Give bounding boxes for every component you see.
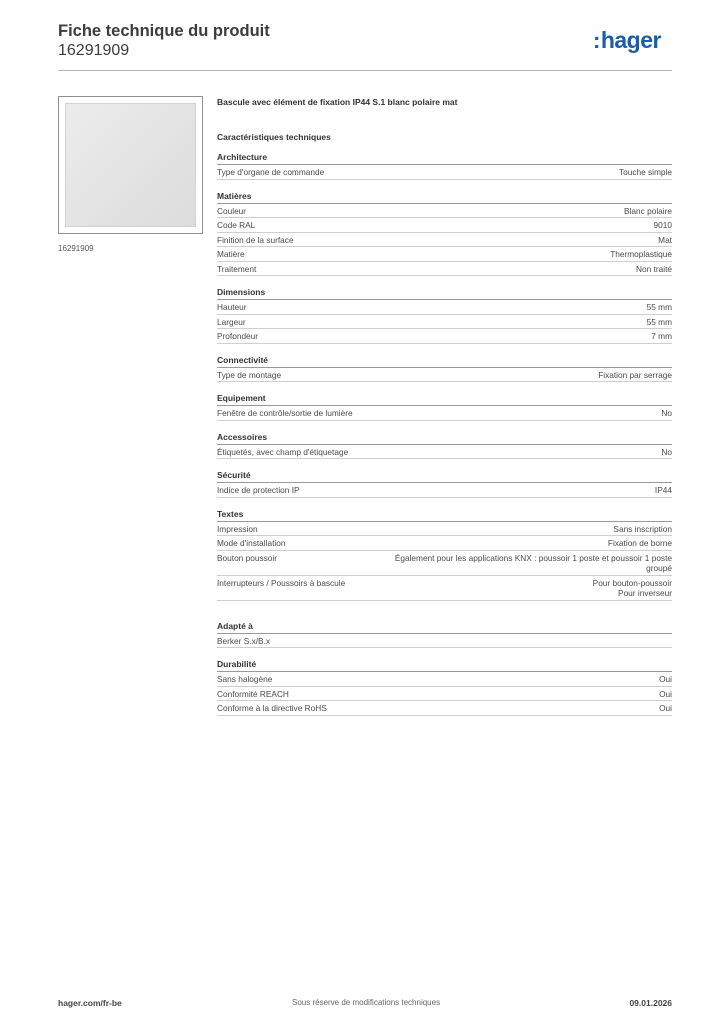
section-title: Matières	[217, 191, 672, 204]
spec-value: IP44	[654, 485, 672, 495]
document-title: Fiche technique du produit	[58, 22, 270, 40]
section-title: Adapté à	[217, 621, 672, 634]
spec-value: Pour bouton-poussoir Pour inverseur	[592, 577, 672, 598]
spec-label: Étiquetés, avec champ d'étiquetage	[217, 446, 349, 457]
spec-label: Impression	[217, 523, 258, 534]
spec-section	[217, 621, 672, 649]
spec-value: Oui	[659, 688, 672, 699]
spec-value: Mat	[658, 234, 672, 245]
spec-label: Type de montage	[217, 369, 282, 380]
section-title: Connectivité	[217, 355, 672, 368]
section-title: Durabilité	[217, 659, 672, 672]
characteristics-heading: Caractéristiques techniques	[217, 132, 331, 142]
spec-row	[217, 368, 672, 383]
header-divider	[58, 70, 672, 71]
spec-value: 9010	[653, 220, 672, 230]
spec-section	[217, 659, 672, 716]
spec-value: Également pour les applications KNX : poussoir 1 poste et poussoir 1 poste groupé	[394, 552, 672, 573]
spec-row	[217, 329, 672, 344]
spec-section	[217, 470, 672, 498]
footer-date: 09.01.2026	[629, 998, 672, 1008]
spec-row	[217, 233, 672, 248]
product-image	[58, 96, 203, 234]
spec-value: Non traité	[636, 263, 672, 274]
spec-label: Indice de protection IP	[217, 485, 300, 495]
spec-value: 7 mm	[651, 331, 672, 341]
logo-prefix: :	[593, 28, 600, 53]
spec-row	[217, 483, 672, 498]
hager-logo	[593, 27, 661, 54]
spec-section	[217, 152, 672, 180]
spec-label: Profondeur	[217, 331, 259, 341]
spec-label: Finition de la surface	[217, 234, 294, 245]
spec-label: Couleur	[217, 205, 247, 216]
section-title: Accessoires	[217, 432, 672, 445]
spec-row	[217, 247, 672, 262]
product-details	[217, 97, 672, 727]
spec-row	[217, 406, 672, 421]
spec-row	[217, 262, 672, 277]
spec-section	[217, 287, 672, 344]
section-title: Sécurité	[217, 470, 672, 483]
spec-value: Touche simple	[618, 167, 672, 177]
spec-row	[217, 165, 672, 180]
spec-section	[217, 432, 672, 460]
spec-section	[217, 393, 672, 421]
spec-row	[217, 634, 672, 649]
spec-row	[217, 536, 672, 551]
section-title: Dimensions	[217, 287, 672, 300]
spec-section	[217, 355, 672, 383]
spec-label: Mode d'installation	[217, 538, 286, 548]
section-title: Equipement	[217, 393, 672, 406]
spec-value: Thermoplastique	[610, 249, 672, 259]
spec-label: Interrupteurs / Poussoirs à bascule	[217, 577, 346, 588]
spec-row	[217, 701, 672, 716]
spec-value: No	[661, 408, 672, 418]
spec-value: Fixation par serrage	[598, 369, 672, 380]
spec-label: Matière	[217, 249, 245, 259]
spec-row	[217, 576, 672, 601]
spec-label: Type d'organe de commande	[217, 167, 325, 177]
spec-value: Oui	[659, 674, 672, 684]
footer-website: hager.com/fr-be	[58, 998, 122, 1008]
spec-row	[217, 315, 672, 330]
spec-value	[465, 636, 672, 647]
spec-label: Fenêtre de contrôle/sortie de lumière	[217, 408, 353, 418]
spec-row	[217, 204, 672, 219]
spec-value: Sans inscription	[613, 523, 672, 534]
product-rocker-picture	[65, 103, 196, 227]
spec-label: Traitement	[217, 263, 257, 274]
document-header	[58, 22, 270, 60]
product-image-caption: 16291909	[58, 244, 94, 253]
spec-row	[217, 300, 672, 315]
spec-value: No	[661, 446, 672, 457]
spec-value: Fixation de borne	[607, 538, 672, 548]
spec-label: Sans halogène	[217, 674, 273, 684]
spec-value: 55 mm	[646, 302, 672, 312]
spec-section	[217, 191, 672, 277]
spec-row	[217, 522, 672, 537]
product-title: Bascule avec élément de fixation IP44 S.1 blanc polaire mat	[217, 97, 458, 107]
spec-sections	[217, 152, 672, 716]
spec-section	[217, 509, 672, 601]
spec-value: Blanc polaire	[624, 205, 672, 216]
spec-label: Code RAL	[217, 220, 256, 230]
spec-row	[217, 687, 672, 702]
spec-label: Conforme à la directive RoHS	[217, 703, 327, 713]
spec-label: Conformité REACH	[217, 688, 289, 699]
spec-row	[217, 218, 672, 233]
spec-value: Oui	[659, 703, 672, 713]
product-reference: 16291909	[58, 42, 130, 59]
spec-label: Berker S.x/B.x	[217, 635, 271, 646]
spec-row	[217, 551, 672, 576]
spec-label: Largeur	[217, 316, 246, 327]
section-title: Textes	[217, 509, 672, 522]
logo-text: hager	[600, 27, 661, 53]
spec-label: Bouton poussoir	[217, 552, 277, 563]
spec-row	[217, 445, 672, 460]
spec-label: Hauteur	[217, 302, 247, 312]
spec-row	[217, 672, 672, 687]
section-title: Architecture	[217, 152, 672, 165]
spec-value: 55 mm	[646, 316, 672, 327]
footer-disclaimer: Sous réserve de modifications techniques	[292, 998, 441, 1007]
